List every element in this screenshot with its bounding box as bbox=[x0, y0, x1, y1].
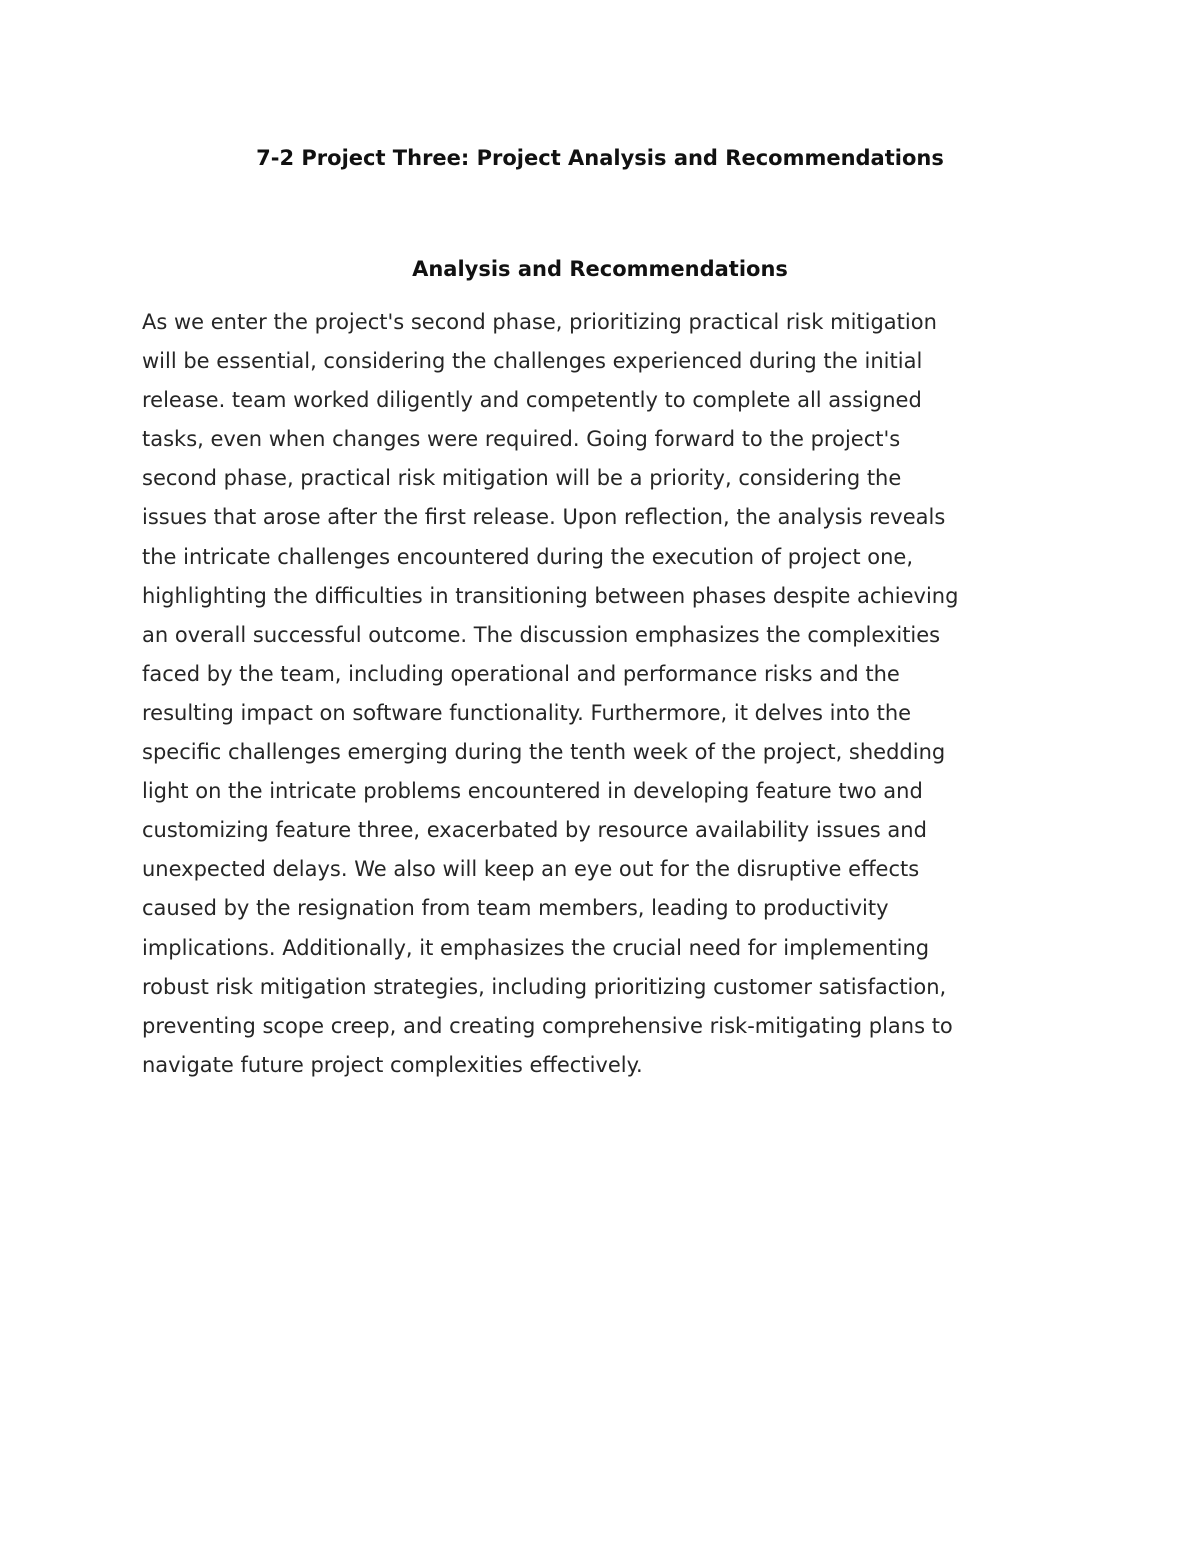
body-paragraph bbox=[142, 303, 1052, 1085]
paragraph-line: As we enter the project's second phase, prioritizing practical risk mitigation bbox=[142, 310, 937, 334]
paragraph-line: tasks, even when changes were required. Going forward to the project's bbox=[142, 427, 901, 452]
document-title: 7-2 Project Three: Project Analysis and Recommendations bbox=[256, 146, 944, 170]
paragraph-line: highlighting the difficulties in transitioning between phases despite achieving bbox=[142, 583, 959, 608]
paragraph-line: second phase, practical risk mitigation will be a priority, considering the bbox=[142, 466, 902, 491]
paragraph-line: preventing scope creep, and creating comprehensive risk-mitigating plans to bbox=[142, 1013, 953, 1038]
paragraph-line: an overall successful outcome. The discussion emphasizes the complexities bbox=[142, 622, 941, 647]
section-heading: Analysis and Recommendations bbox=[412, 257, 788, 281]
paragraph-line: light on the intricate problems encountered in developing feature two and bbox=[142, 779, 923, 804]
paragraph-line: specific challenges emerging during the tenth week of the project, shedding bbox=[142, 740, 946, 765]
paragraph-line: customizing feature three, exacerbated by resource availability issues and bbox=[142, 818, 927, 843]
paragraph-line: implications. Additionally, it emphasizes the crucial need for implementing bbox=[142, 935, 930, 960]
paragraph-line: release. team worked diligently and competently to complete all assigned bbox=[142, 388, 922, 413]
paragraph-line: resulting impact on software functionality. Furthermore, it delves into the bbox=[142, 700, 912, 725]
paragraph-line: caused by the resignation from team members, leading to productivity bbox=[142, 896, 889, 921]
paragraph-line: robust risk mitigation strategies, including prioritizing customer satisfaction, bbox=[142, 974, 947, 999]
paragraph-line: the intricate challenges encountered during the execution of project one, bbox=[142, 544, 914, 569]
paragraph-line: will be essential, considering the challenges experienced during the initial bbox=[142, 349, 923, 374]
paragraph-line: unexpected delays. We also will keep an eye out for the disruptive effects bbox=[142, 857, 920, 882]
paragraph-line: issues that arose after the first release. Upon reflection, the analysis reveals bbox=[142, 505, 946, 530]
paragraph-line: navigate future project complexities effectively. bbox=[142, 1052, 643, 1077]
paragraph-line: faced by the team, including operational and performance risks and the bbox=[142, 661, 900, 686]
